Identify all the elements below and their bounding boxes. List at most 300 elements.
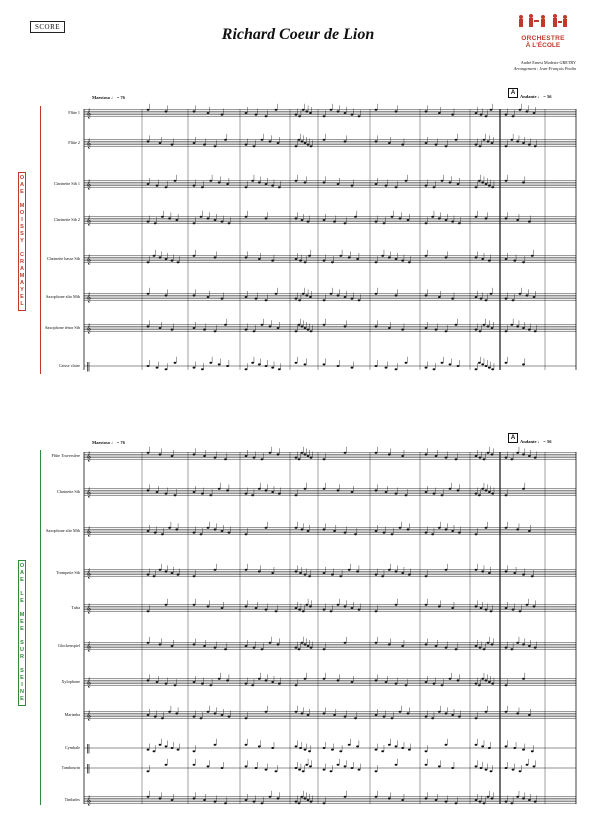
note-head [425,764,428,766]
note-head [309,765,312,767]
instrument-name: Clarinette Sib [56,489,80,494]
instrument-name: Xylophone [61,679,80,684]
note-head [221,607,224,609]
note-head [388,797,391,799]
treble-clef-icon: 𝄞 [86,711,92,721]
note-head [224,324,227,326]
note-head [295,607,298,609]
note-head [295,801,298,803]
note-head [245,605,248,607]
note-head [522,363,525,365]
note-head [478,494,481,496]
note-head [221,114,224,116]
note-head [433,493,436,495]
note-head [193,222,196,224]
note-head [491,797,494,799]
note-head [445,528,448,530]
note-head [485,489,488,491]
note-head [505,607,508,609]
note-head [425,575,428,577]
note-head [395,294,398,296]
note-head [295,457,298,459]
note-head [510,648,513,650]
note-head [513,747,516,749]
note-head [298,139,301,141]
note-head [505,298,508,300]
note-head [351,185,354,187]
note-head [201,683,204,685]
note-head [226,183,229,185]
note-head [519,293,522,295]
note-head [425,716,428,718]
note-head [526,764,529,766]
note-head [323,219,326,221]
note-head [245,717,248,719]
note-head [510,802,513,804]
note-head [295,570,298,572]
note-head [301,528,304,530]
note-head [528,221,531,223]
note-head [405,362,408,364]
note-head [425,453,428,455]
note-head [375,452,378,454]
note-head [307,799,310,801]
note-head [218,488,221,490]
note-head [388,643,391,645]
note-head [193,643,196,645]
note-head [301,642,304,644]
note-head [258,488,261,490]
note-head [479,145,482,147]
note-head [478,362,481,364]
note-head [516,528,519,530]
note-head [301,712,304,714]
note-head [269,642,272,644]
note-head [305,604,308,606]
note-head [271,185,274,187]
note-head [435,645,438,647]
note-head [193,110,196,112]
note-head [425,532,428,534]
note-head [383,716,386,718]
note-head [307,455,310,457]
note-head [165,294,168,296]
note-head [295,647,298,649]
note-head [487,452,490,454]
note-head [278,368,281,370]
note-head [258,363,261,365]
note-head [451,714,454,716]
note-head [277,142,280,144]
note-head [516,796,519,798]
note-head [245,455,248,457]
note-head [451,221,454,223]
note-head [438,217,441,219]
note-head [451,530,454,532]
note-head [171,455,174,457]
note-head [522,142,525,144]
note-head [168,711,171,713]
note-head [295,180,298,182]
note-head [512,769,515,771]
note-head [438,112,441,114]
note-head [253,647,256,649]
note-head [344,642,347,644]
note-head [455,324,458,326]
note-head [385,185,388,187]
note-head [245,368,248,370]
note-head [278,683,281,685]
note-head [156,367,159,369]
note-head [441,362,444,364]
note-head [251,684,254,686]
instrument-name: Clarinette Sib 1 [53,181,80,186]
note-head [302,770,305,772]
note-head [307,714,310,716]
note-head [193,764,196,766]
note-head [310,457,313,459]
note-head [438,296,441,298]
note-head [304,261,307,263]
note-head [301,325,304,327]
note-head [261,648,264,650]
note-head [475,112,478,114]
note-head [298,802,301,804]
note-head [455,802,458,804]
note-head [161,717,164,719]
note-head [265,679,268,681]
note-head [375,183,378,185]
note-head [253,330,256,332]
note-head [351,681,354,683]
note-head [401,144,404,146]
note-head [265,183,268,185]
note-head [516,452,519,454]
note-head [301,219,304,221]
note-head [405,494,408,496]
note-head [425,294,428,296]
note-head [258,745,261,747]
instrument-name: Trompette Sib [56,570,80,575]
note-head [271,681,274,683]
note-head [451,298,454,300]
note-head [431,533,434,535]
note-head [481,258,484,260]
note-head [159,797,162,799]
note-head [480,607,483,609]
note-head [156,681,159,683]
note-head [310,801,313,803]
note-head [395,493,398,495]
note-head [485,217,488,219]
instrument-name: Flûte 1 [68,110,80,115]
note-head [201,186,204,188]
note-head [228,532,231,534]
note-head [488,572,491,574]
note-head [258,678,261,680]
note-head [161,533,164,535]
note-head [305,764,308,766]
ensemble-label-2: O A E L E M E E S U R S E I N E [18,560,26,706]
note-head [269,140,272,142]
note-head [159,453,162,455]
note-head [395,604,398,606]
note-head [302,610,305,612]
note-head [203,144,206,146]
note-head [265,711,268,713]
note-head [479,801,482,803]
note-head [435,455,438,457]
note-head [295,145,298,147]
note-head [209,494,212,496]
note-head [271,367,274,369]
note-head [214,744,217,746]
note-head [438,527,441,529]
note-head [425,491,428,493]
note-head [490,770,493,772]
note-head [457,183,460,185]
note-head [475,605,478,607]
note-head [245,144,248,146]
note-head [278,493,281,495]
note-head [269,796,272,798]
logo-line-1: ORCHESTRE [521,35,565,42]
note-head [425,327,428,329]
note-head [522,749,525,751]
note-head [531,750,534,752]
note-head [214,145,217,147]
note-head [175,712,178,714]
note-head [445,647,448,649]
note-head [522,797,525,799]
note-head [323,769,326,771]
note-head [165,745,168,747]
note-head [271,747,274,749]
note-head [441,494,444,496]
note-head [475,455,478,457]
note-head [491,142,494,144]
note-head [298,609,301,611]
instrument-name: Marimba [64,712,80,717]
note-head [330,610,333,612]
treble-clef-icon: 𝄞 [86,452,92,462]
note-head [438,765,441,767]
note-head [458,222,461,224]
note-head [255,114,258,116]
note-head [407,528,410,530]
note-head [375,221,378,223]
note-head [491,368,494,370]
note-head [344,532,347,534]
treble-clef-icon: 𝄞 [86,216,92,226]
note-head [519,109,522,111]
note-head [375,109,378,111]
treble-clef-icon: 𝄞 [86,324,92,334]
note-head [309,296,312,298]
note-head [275,293,278,295]
note-head [207,296,210,298]
note-head [255,607,258,609]
note-head [159,643,162,645]
note-head [401,329,404,331]
note-head [485,527,488,529]
note-head [505,145,508,147]
note-head [159,327,162,329]
instrument-name: Tambourin [61,765,80,770]
note-head [351,767,354,769]
note-head [277,643,280,645]
note-head [337,489,340,491]
note-head [395,683,398,685]
note-head [333,714,336,716]
note-head [528,799,531,801]
percussion-clef-icon: ‖ [86,744,91,754]
note-head [457,365,460,367]
note-head [488,185,491,187]
note-head [401,799,404,801]
note-head [475,765,478,767]
note-head [399,711,402,713]
note-head [171,799,174,801]
note-head [209,180,212,182]
note-head [153,255,156,257]
note-head [307,645,310,647]
note-head [395,186,398,188]
instrument-name: Timbales [64,797,80,802]
note-head [408,574,411,576]
note-head [526,294,529,296]
note-head [221,221,224,223]
note-head [304,797,307,799]
note-head [445,457,448,459]
note-head [475,493,478,495]
note-head [445,801,448,803]
note-head [344,765,347,767]
treble-clef-icon: 𝄞 [86,109,92,119]
note-head [445,712,448,714]
note-head [323,488,326,490]
note-head [228,222,231,224]
note-head [528,645,531,647]
note-head [323,609,326,611]
note-head [193,750,196,752]
note-head [491,493,494,495]
note-head [153,575,156,577]
note-head [147,365,150,367]
note-head [344,452,347,454]
note-head [171,645,174,647]
note-head [154,222,157,224]
arranger: Arrangement : Jean-François Poulin [513,66,576,71]
note-head [245,216,248,218]
note-head [485,679,488,681]
note-head [339,255,342,257]
treble-clef-icon: 𝄞 [86,796,92,806]
note-head [425,797,428,799]
note-head [309,112,312,114]
note-head [479,330,482,332]
note-head [165,368,168,370]
note-head [214,569,217,571]
note-head [323,572,326,574]
note-head [405,180,408,182]
note-head [435,799,438,801]
note-head [354,717,357,719]
note-head [218,181,221,183]
note-head [175,528,178,530]
note-head [304,643,307,645]
note-head [485,769,488,771]
note-head [207,765,210,767]
note-head [408,261,411,263]
note-head [255,298,258,300]
note-head [203,455,206,457]
note-head [224,802,227,804]
note-head [375,714,378,716]
note-head [344,140,347,142]
note-head [261,139,264,141]
note-head [337,764,340,766]
note-head [375,749,378,751]
note-head [265,115,268,117]
note-head [425,142,428,144]
note-head [475,683,478,685]
note-head [203,799,206,801]
note-head [388,327,391,329]
note-head [153,750,156,752]
note-head [154,532,157,534]
note-head [425,604,428,606]
note-head [201,493,204,495]
note-head [308,255,311,257]
note-head [425,681,428,683]
note-head [475,368,478,370]
note-head [168,527,171,529]
note-head [271,491,274,493]
note-head [445,219,448,221]
note-head [408,749,411,751]
note-head [323,712,326,714]
note-head [171,747,174,749]
note-head [425,255,428,257]
note-head [214,801,217,803]
note-head [395,745,398,747]
note-head [339,575,342,577]
note-head [475,645,478,647]
note-head [391,216,394,218]
note-head [475,144,478,146]
note-head [505,527,508,529]
note-head [265,609,268,611]
note-head [175,219,178,221]
note-head [491,453,494,455]
note-head [299,260,302,262]
note-head [253,801,256,803]
note-head [483,458,486,460]
note-head [475,296,478,298]
note-head [193,327,196,329]
note-head [455,139,458,141]
note-head [505,745,508,747]
note-head [193,716,196,718]
treble-clef-icon: 𝄞 [86,180,92,190]
note-head [295,711,298,713]
note-head [245,186,248,188]
note-head [522,678,525,680]
note-head [218,363,221,365]
note-head [534,457,537,459]
note-head [147,261,150,263]
